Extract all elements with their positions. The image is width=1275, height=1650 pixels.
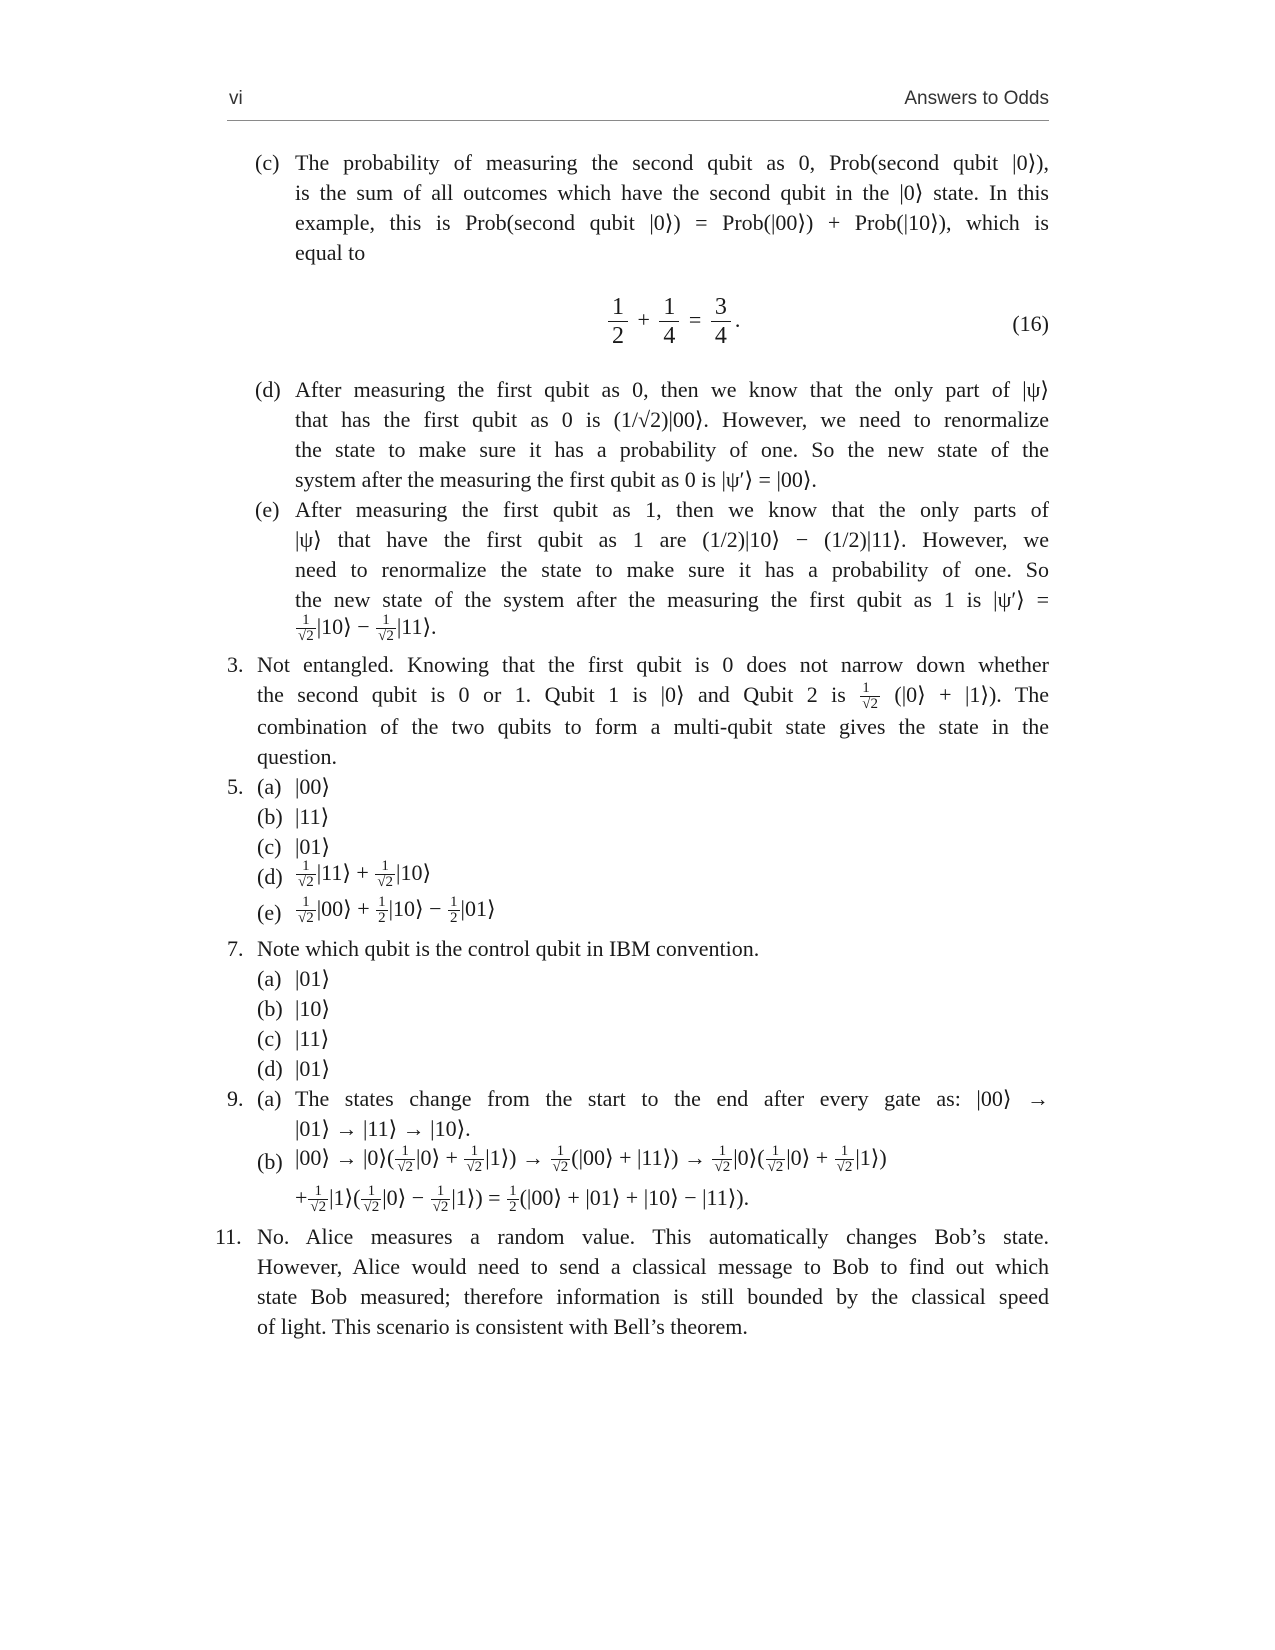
q5-answer-e: $\frac{1}{√2}$ |00⟩ + $\frac{1}{2}$ |10⟩ − $\frac{1}{2}$ |01⟩: [298, 894, 496, 927]
q11-line-3: state Bob measured; therefore information is still bounded by the classical speed: [257, 1284, 1049, 1309]
q9b-line-2: + $\frac{1}{√2}$ |1⟩( $\frac{1}{√2}$ |0⟩ − $\frac{1}{√2}$ |1⟩) = $\frac{1}{2}$ (|00⟩ + |01⟩ + |10⟩ − |11⟩).: [295, 1183, 750, 1216]
question-5-label: 5.: [227, 774, 244, 799]
q5-label-d: (d): [257, 864, 283, 889]
q9a-line-1: The states change from the start to the end after every gate as: |00⟩ →: [295, 1086, 1049, 1111]
q7-line-1: Note which qubit is the control qubit in IBM convention.: [257, 936, 760, 961]
q5-label-c: (c): [257, 834, 282, 859]
q3-line-4: question.: [257, 744, 338, 769]
fraction: $\frac{1}{√2}$: [397, 1143, 414, 1176]
q5-label-a: (a): [257, 774, 282, 799]
fraction: $\frac{1}{√2}$: [298, 612, 314, 645]
c-line-1: The probability of measuring the second qubit as 0, Prob(second qubit |0⟩),: [295, 150, 1049, 175]
e-line-3: need to renormalize the state to make sure it has a probability of one. So: [295, 557, 1049, 582]
q7-label-c: (c): [257, 1026, 282, 1051]
fraction: $\frac{1}{√2}$: [310, 1183, 327, 1216]
fraction: $\frac{1}{√2}$: [836, 1143, 853, 1176]
fraction: $\frac{1}{√2}$: [298, 894, 314, 927]
q5-label-b: (b): [257, 804, 283, 829]
q11-line-4: of light. This scenario is consistent with Bell’s theorem.: [257, 1314, 748, 1339]
c-line-4: equal to: [295, 240, 366, 265]
running-title: Answers to Odds: [904, 88, 1049, 109]
fraction: $\frac{1}{√2}$: [466, 1143, 483, 1176]
fraction: $\frac{1}{√2}$: [552, 1143, 569, 1176]
e-line-4: the new state of the system after the measuring the first qubit as 1 is |ψ′⟩ =: [295, 587, 1049, 612]
question-11-label: 11.: [215, 1224, 242, 1249]
e-line-1: After measuring the first qubit as 1, then we know that the only parts of: [295, 497, 1049, 522]
q5-answer-d: $\frac{1}{√2}$ |11⟩ + $\frac{1}{√2}$ |10⟩: [298, 858, 432, 891]
fraction: $\frac{1}{2}$: [608, 293, 628, 350]
q7-label-d: (d): [257, 1056, 283, 1081]
q11-line-1: No. Alice measures a random value. This automatically changes Bob’s state.: [257, 1224, 1049, 1249]
fraction: $\frac{1}{√2}$: [377, 858, 394, 891]
c-line-3: example, this is Prob(second qubit |0⟩) = Prob(|00⟩) + Prob(|10⟩), which is: [295, 210, 1049, 235]
q9-label-b: (b): [257, 1149, 283, 1174]
fraction: $\frac{1}{2}$: [450, 894, 458, 927]
q7-answer-d: |01⟩: [295, 1056, 330, 1081]
d-line-1: After measuring the first qubit as 0, then we know that the only part of |ψ⟩: [295, 377, 1049, 402]
fraction: $\frac{1}{√2}$: [714, 1143, 731, 1176]
q11-line-2: However, Alice would need to send a classical message to Bob to find out which: [257, 1254, 1049, 1279]
item-label-d: (d): [255, 377, 281, 402]
d-line-4: system after the measuring the first qubit as 0 is |ψ′⟩ = |00⟩.: [295, 467, 817, 492]
fraction: $\frac{1}{4}$: [659, 293, 679, 350]
fraction: $\frac{3}{4}$: [711, 293, 731, 350]
question-9-label: 9.: [227, 1086, 244, 1111]
running-header: [227, 86, 1049, 121]
fraction: $\frac{1}{√2}$: [378, 612, 394, 645]
question-3-label: 3.: [227, 652, 244, 677]
c-line-2: is the sum of all outcomes which have the second qubit in the |0⟩ state. In this: [295, 180, 1049, 205]
fraction: $\frac{1}{√2}$: [298, 858, 314, 891]
q3-line-2: the second qubit is 0 or 1. Qubit 1 is |0⟩ and Qubit 2 is $\frac{1}{√2}$ (|0⟩ + |1⟩). The: [257, 680, 1050, 713]
fraction: $\frac{1}{√2}$: [767, 1143, 784, 1176]
e-line-5: $\frac{1}{√2}$ |10⟩ − $\frac{1}{√2}$ |11⟩.: [298, 612, 437, 645]
q7-label-a: (a): [257, 966, 282, 991]
q9b-line-1: |00⟩ → |0⟩( $\frac{1}{√2}$ |0⟩ + $\frac{1}{√2}$ |1⟩) → $\frac{1}{√2}$ (|00⟩ + |11⟩) → $\frac{1}{√2}$ |0⟩( $\frac{1}{√2}$ |0⟩ + $\frac{1}{√2}$ |1⟩): [295, 1143, 887, 1176]
fraction: $\frac{1}{√2}$: [363, 1183, 380, 1216]
d-line-2: that has the first qubit as 0 is (1/√2)|00⟩. However, we need to renormalize: [295, 407, 1049, 432]
q5-answer-c: |01⟩: [295, 834, 330, 859]
q5-label-e: (e): [257, 900, 282, 925]
page-number: vi: [229, 88, 243, 109]
fraction: $\frac{1}{2}$: [509, 1183, 517, 1216]
fraction: $\frac{1}{√2}$: [862, 680, 878, 713]
q3-line-1: Not entangled. Knowing that the first qubit is 0 does not narrow down whether: [257, 652, 1049, 677]
q3-line-3: combination of the two qubits to form a multi-qubit state gives the state in the: [257, 714, 1049, 739]
fraction: $\frac{1}{2}$: [378, 894, 386, 927]
q7-answer-a: |01⟩: [295, 966, 330, 991]
q9a-line-2: |01⟩ → |11⟩ → |10⟩.: [295, 1116, 471, 1141]
q5-answer-b: |11⟩: [295, 804, 330, 829]
e-line-2: |ψ⟩ that have the first qubit as 1 are (1/2)|10⟩ − (1/2)|11⟩. However, we: [295, 527, 1049, 552]
q7-answer-c: |11⟩: [295, 1026, 330, 1051]
q9-label-a: (a): [257, 1086, 282, 1111]
equation-16: $\frac{1}{2}$ + $\frac{1}{4}$ = $\frac{3}{4}$ .: [604, 292, 740, 350]
d-line-3: the state to make sure it has a probability of one. So the new state of the: [295, 437, 1049, 462]
fraction: $\frac{1}{√2}$: [432, 1183, 449, 1216]
equation-number: (16): [1012, 311, 1049, 336]
question-7-label: 7.: [227, 936, 244, 961]
q7-answer-b: |10⟩: [295, 996, 330, 1021]
item-label-e: (e): [255, 497, 280, 522]
q5-answer-a: |00⟩: [295, 774, 330, 799]
q7-label-b: (b): [257, 996, 283, 1021]
item-label-c: (c): [255, 150, 280, 175]
